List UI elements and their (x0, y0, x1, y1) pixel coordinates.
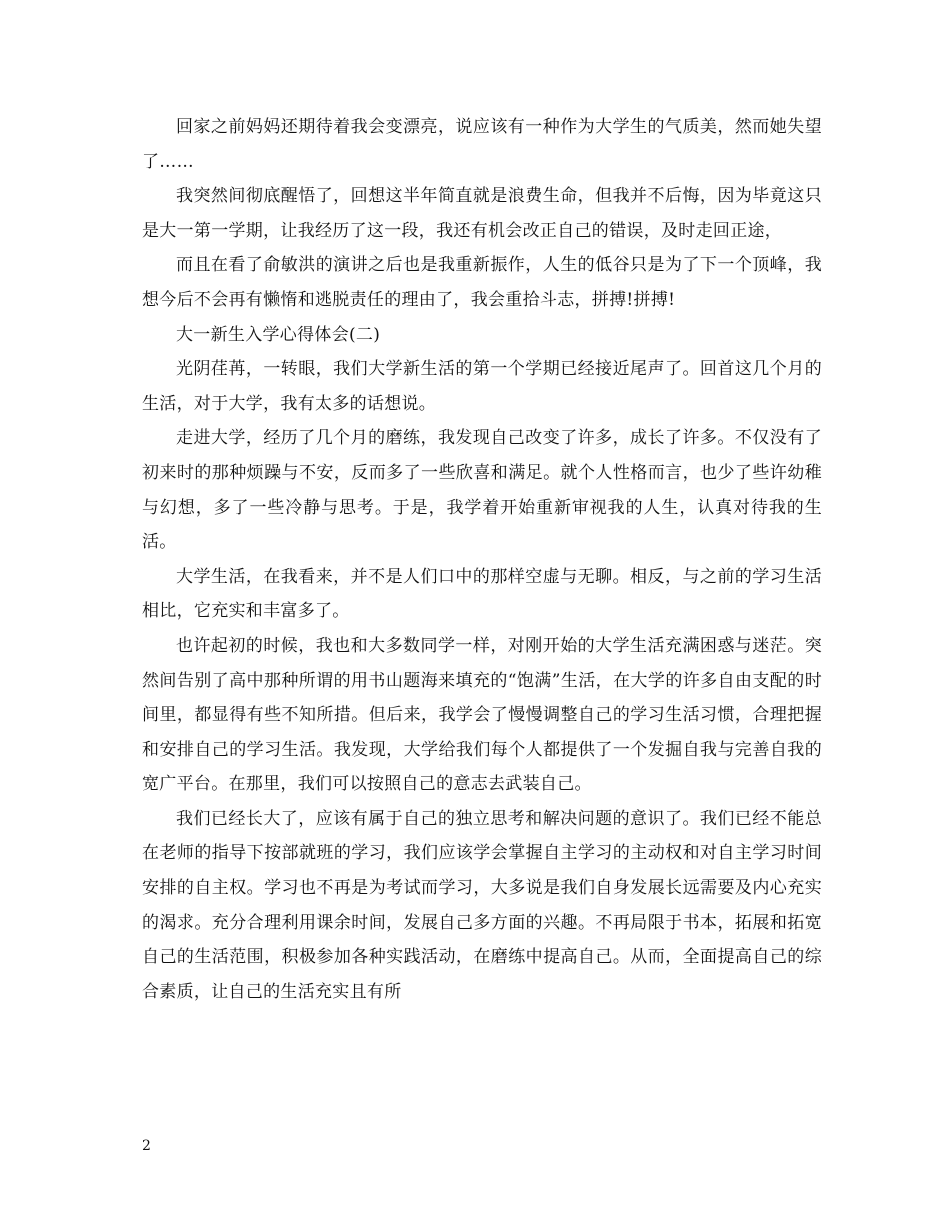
paragraph: 而且在看了俞敏洪的演讲之后也是我重新振作，人生的低谷只是为了下一个顶峰，我想今后不会再有懒惰和逃脱责任的理由了，我会重拾斗志，拼搏!拼搏! (142, 255, 822, 310)
body-text (142, 110, 822, 1009)
paragraph: 走进大学，经历了几个月的磨练，我发现自己改变了许多，成长了许多。不仅没有了初来时的那种烦躁与不安，反而多了一些欣喜和满足。就个人性格而言，也少了些许幼稚与幻想，多了一些冷静与思考。于是，我学着开始重新审视我的人生，认真对待我的生活。 (142, 428, 822, 553)
paragraph: 我们已经长大了，应该有属于自己的独立思考和解决问题的意识了。我们已经不能总在老师的指导下按部就班的学习，我们应该学会掌握自主学习的主动权和对自主学习时间安排的自主权。学习也不再是为考试而学习，大多说是我们自身发展长远需要及内心充实的渴求。充分合理利用课余时间，发展自己多方面的兴趣。不再局限于书本，拓展和拓宽自己的生活范围，积极参加各种实践活动，在磨练中提高自己。从而，全面提高自己的综合素质，让自己的生活充实且有所 (142, 808, 822, 1002)
paragraph: 大学生活，在我看来，并不是人们口中的那样空虚与无聊。相反，与之前的学习生活相比，它充实和丰富多了。 (142, 566, 822, 622)
paragraph: 光阴荏苒，一转眼，我们大学新生活的第一个学期已经接近尾声了。回首这几个月的生活，对于大学，我有太多的话想说。 (142, 359, 822, 414)
paragraph: 我突然间彻底醒悟了，回想这半年简直就是浪费生命，但我并不后悔，因为毕竟这只是大一第一学期，让我经历了这一段，我还有机会改正自己的错误，及时走回正途， (142, 186, 822, 241)
paragraph: 回家之前妈妈还期待着我会变漂亮，说应该有一种作为大学生的气质美，然而她失望了…… (142, 117, 822, 172)
page-number: 2 (142, 1138, 151, 1154)
section-heading: 大一新生入学心得体会(二) (176, 324, 381, 345)
paragraph: 也许起初的时候，我也和大多数同学一样，对刚开始的大学生活充满困惑与迷茫。突然间告别了高中那种所谓的用书山题海来填充的“饱满”生活，在大学的许多自由支配的时间里，都显得有些不知所措。但后来，我学会了慢慢调整自己的学习生活习惯，合理把握和安排自己的学习生活。我发现，大学给我们每个人都提供了一个发掘自我与完善自我的宽广平台。在那里，我们可以按照自己的意志去武装自己。 (142, 635, 822, 795)
